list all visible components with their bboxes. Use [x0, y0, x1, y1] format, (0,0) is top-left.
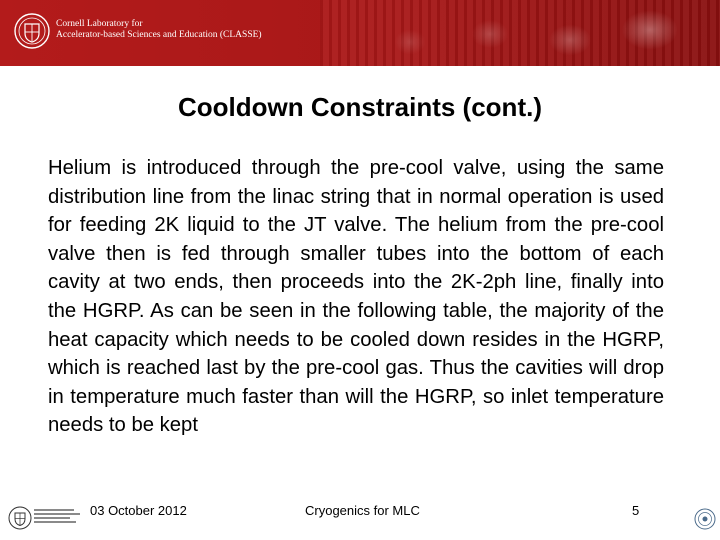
lab-name: [56, 19, 262, 41]
cornell-seal-icon: [14, 13, 50, 49]
header-banner: [0, 0, 720, 66]
university-seal-icon: [694, 508, 716, 530]
cornell-seal-icon: [8, 506, 32, 530]
footer-date: 03 October 2012: [90, 503, 187, 518]
footer-lab-wordmark: [34, 509, 80, 525]
slide-title: Cooldown Constraints (cont.): [178, 92, 542, 122]
lab-name-line1: Cornell Laboratory for: [56, 19, 143, 29]
accelerator-photo-strip: [320, 0, 720, 66]
page-number: 5: [632, 503, 640, 518]
slide-body-text: Helium is introduced through the pre-cool valve, using the same distribution line from the linac string that in normal operation is used for feeding 2K liquid to the JT valve. The helium from the pre-cool valve then is fed through smaller tubes into the bottom of each cavity at two ends, then proceeds into the 2K-2ph line, finally into the HGRP. As can be seen in the following table, the majority of the heat capacity which needs to be cooled down resides in the HGRP, which is reached last by the pre-cool gas. Thus the cavities will drop in temperature much faster than will the HGRP, so inlet temperature needs to be kept: [48, 157, 664, 437]
lab-name-line2: Accelerator-based Sciences and Education (CLASSE): [56, 30, 262, 40]
footer-title: Cryogenics for MLC: [305, 503, 420, 518]
